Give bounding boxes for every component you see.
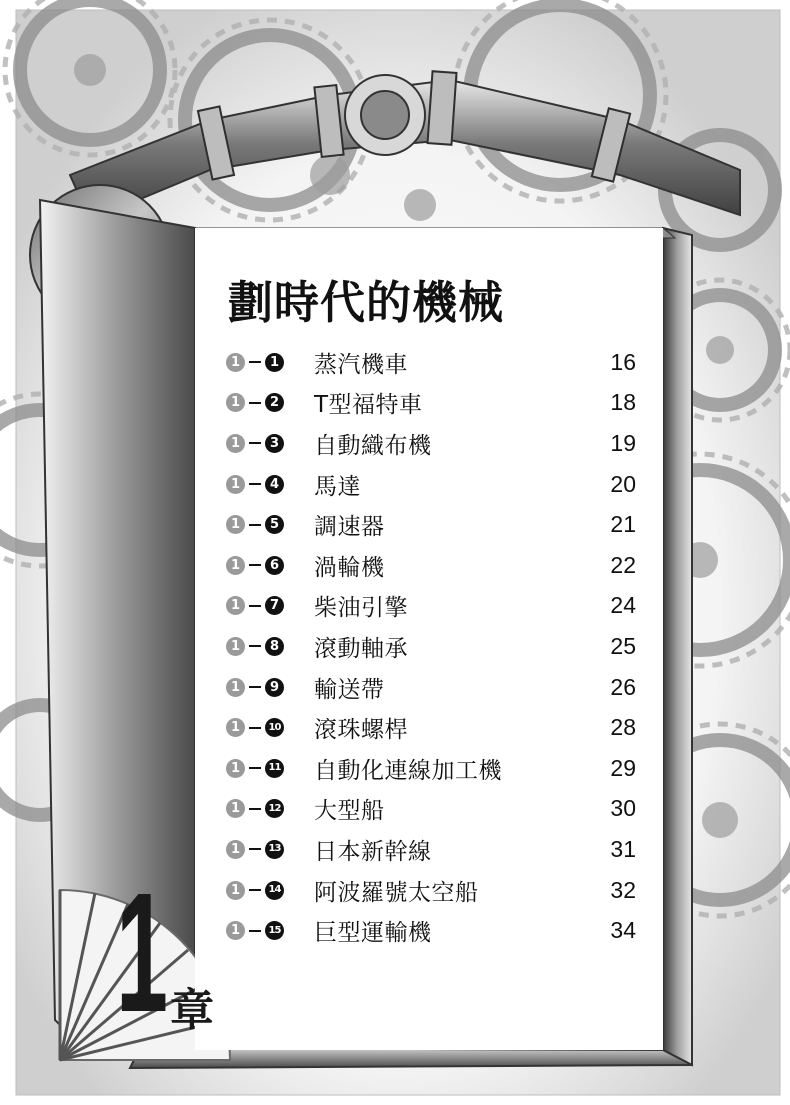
toc-item-number: [226, 515, 314, 534]
chapter-circle-badge: 1: [226, 718, 245, 737]
toc-item-number: [226, 759, 314, 778]
toc-item-page: 19: [610, 429, 636, 456]
chapter-title: 劃時代的機械: [228, 276, 505, 329]
toc-item-title: 自動織布機: [314, 432, 432, 459]
chapter-circle-badge: 1: [226, 596, 245, 615]
toc-item-title: 滾動軸承: [314, 635, 408, 662]
item-circle-badge: 3: [265, 434, 284, 453]
toc-item-number: [226, 393, 314, 412]
item-circle-badge: 12: [265, 799, 284, 818]
number-dash: [249, 686, 261, 688]
toc-item-number: [226, 353, 314, 372]
number-dash: [249, 930, 261, 932]
item-circle-badge: 4: [265, 475, 284, 494]
number-dash: [249, 564, 261, 566]
toc-item-number: [226, 718, 314, 737]
toc-item[interactable]: [226, 504, 636, 545]
toc-item-number: [226, 637, 314, 656]
toc-item[interactable]: [226, 464, 636, 505]
toc-item-title: 柴油引擎: [314, 595, 408, 622]
item-circle-badge: 5: [265, 515, 284, 534]
toc-item-number: [226, 840, 314, 859]
toc-item-title: 渦輪機: [314, 554, 385, 581]
toc-item[interactable]: [226, 383, 636, 424]
toc-item[interactable]: [226, 342, 636, 383]
toc-item-page: 22: [610, 551, 636, 578]
chapter-circle-badge: 1: [226, 393, 245, 412]
item-circle-badge: 15: [265, 921, 284, 940]
chapter-circle-badge: 1: [226, 637, 245, 656]
toc-item-number: [226, 596, 314, 615]
toc-item-number: [226, 678, 314, 697]
toc-item-page: 32: [610, 876, 636, 903]
toc-item-title: T型福特車: [314, 392, 423, 419]
number-dash: [249, 402, 261, 404]
number-dash: [249, 727, 261, 729]
toc-item-title: 蒸汽機車: [314, 351, 408, 378]
toc-item-page: 30: [610, 795, 636, 822]
number-dash: [249, 605, 261, 607]
number-dash: [249, 808, 261, 810]
toc-item[interactable]: [226, 545, 636, 586]
toc-item-number: [226, 475, 314, 494]
toc-item-page: 26: [610, 673, 636, 700]
chapter-circle-badge: 1: [226, 475, 245, 494]
toc-item-page: 28: [610, 714, 636, 741]
toc-item[interactable]: [226, 870, 636, 911]
chapter-circle-badge: 1: [226, 434, 245, 453]
toc-item-number: [226, 799, 314, 818]
number-dash: [249, 442, 261, 444]
item-circle-badge: 8: [265, 637, 284, 656]
toc-item-page: 29: [610, 754, 636, 781]
toc-item-title: 大型船: [314, 798, 385, 825]
toc-item[interactable]: [226, 829, 636, 870]
toc-item[interactable]: [226, 707, 636, 748]
toc-item[interactable]: [226, 667, 636, 708]
item-circle-badge: 14: [265, 881, 284, 900]
chapter-circle-badge: 1: [226, 799, 245, 818]
item-circle-badge: 9: [265, 678, 284, 697]
toc-item-page: 20: [610, 470, 636, 497]
toc-item[interactable]: [226, 586, 636, 627]
chapter-number: 1: [116, 858, 169, 1048]
toc-item-page: 18: [610, 389, 636, 416]
item-circle-badge: 10: [265, 718, 284, 737]
toc-item-title: 滾珠螺桿: [314, 717, 408, 744]
toc-item-title: 日本新幹線: [314, 838, 432, 865]
toc-item-number: [226, 434, 314, 453]
number-dash: [249, 848, 261, 850]
toc-item-title: 自動化連線加工機: [314, 757, 502, 784]
toc-item-title: 巨型運輸機: [314, 920, 432, 947]
toc-item-page: 25: [610, 632, 636, 659]
toc-item-number: [226, 921, 314, 940]
toc-item[interactable]: [226, 626, 636, 667]
toc-item[interactable]: [226, 423, 636, 464]
number-dash: [249, 645, 261, 647]
chapter-circle-badge: 1: [226, 353, 245, 372]
number-dash: [249, 361, 261, 363]
number-dash: [249, 483, 261, 485]
chapter-circle-badge: 1: [226, 840, 245, 859]
item-circle-badge: 2: [265, 393, 284, 412]
item-circle-badge: 1: [265, 353, 284, 372]
toc-item-title: 調速器: [314, 514, 385, 541]
toc-item-number: [226, 881, 314, 900]
toc-item[interactable]: [226, 910, 636, 951]
toc-item-page: 31: [610, 835, 636, 862]
chapter-circle-badge: 1: [226, 515, 245, 534]
number-dash: [249, 524, 261, 526]
chapter-circle-badge: 1: [226, 881, 245, 900]
toc-item-title: 馬達: [314, 473, 361, 500]
chapter-circle-badge: 1: [226, 556, 245, 575]
number-dash: [249, 767, 261, 769]
toc-item-number: [226, 556, 314, 575]
toc-item-title: 阿波羅號太空船: [314, 879, 479, 906]
toc-item[interactable]: [226, 748, 636, 789]
toc-item-page: 21: [610, 511, 636, 538]
toc-item[interactable]: [226, 789, 636, 830]
chapter-circle-badge: 1: [226, 759, 245, 778]
table-of-contents: [226, 342, 636, 951]
item-circle-badge: 6: [265, 556, 284, 575]
toc-item-page: 24: [610, 592, 636, 619]
item-circle-badge: 7: [265, 596, 284, 615]
toc-item-page: 34: [610, 917, 636, 944]
item-circle-badge: 13: [265, 840, 284, 859]
toc-item-page: 16: [610, 348, 636, 375]
chapter-label: 章: [170, 985, 214, 1036]
chapter-circle-badge: 1: [226, 921, 245, 940]
number-dash: [249, 889, 261, 891]
toc-item-title: 輸送帶: [314, 676, 385, 703]
item-circle-badge: 11: [265, 759, 284, 778]
chapter-circle-badge: 1: [226, 678, 245, 697]
